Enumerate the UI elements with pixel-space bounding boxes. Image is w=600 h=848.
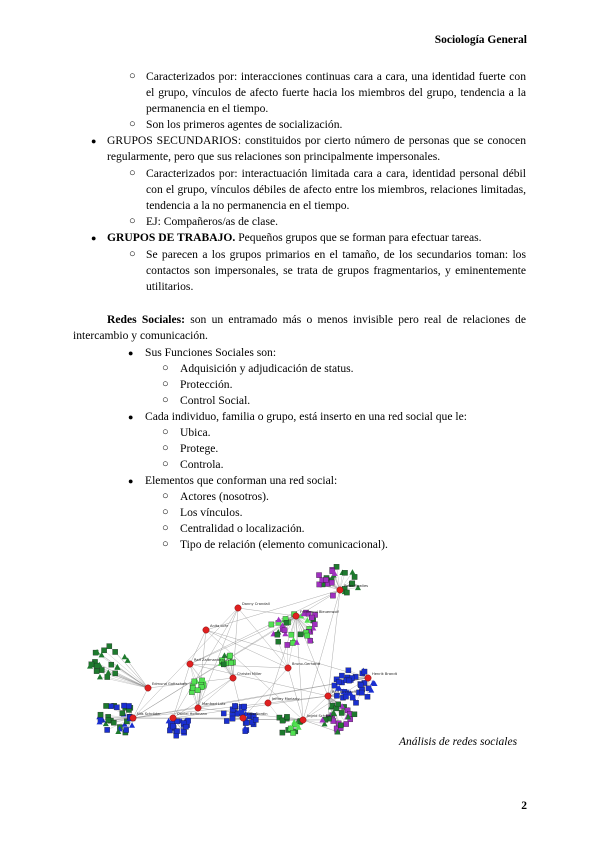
network-hub-node bbox=[170, 715, 176, 721]
network-node-square bbox=[244, 720, 249, 725]
network-node-square bbox=[289, 632, 294, 637]
page-number: 2 bbox=[521, 800, 527, 812]
network-node-label: Ralf Kirchhoff bbox=[332, 690, 356, 694]
secundarios-sub2: EJ: Compañeros/as de clase. bbox=[146, 215, 279, 228]
network-node-square bbox=[343, 694, 348, 699]
network-node-square bbox=[228, 660, 233, 665]
network-hub-node bbox=[230, 675, 236, 681]
network-node-square bbox=[276, 639, 281, 644]
individuo-item: Controla. bbox=[180, 458, 224, 471]
trabajo-text: Pequeños grupos que se forman para efectuar tareas. bbox=[235, 231, 482, 244]
circle-bullet-icon: ○ bbox=[129, 118, 136, 130]
network-edge bbox=[198, 630, 206, 708]
network-node-square bbox=[108, 704, 113, 709]
network-node-square bbox=[107, 644, 112, 649]
network-node-square bbox=[195, 688, 200, 693]
trabajo-label: GRUPOS DE TRABAJO. bbox=[107, 231, 236, 244]
filled-bullet-icon: ● bbox=[128, 476, 134, 486]
network-node-square bbox=[227, 653, 232, 658]
network-node-label: Danny Crandall bbox=[242, 602, 270, 606]
network-hub-node bbox=[187, 661, 193, 667]
individuo-item: Protege. bbox=[180, 442, 219, 455]
filled-bullet-icon: ● bbox=[91, 233, 97, 243]
network-node-square bbox=[346, 668, 351, 673]
circle-bullet-icon: ○ bbox=[162, 378, 169, 390]
network-node-square bbox=[336, 679, 341, 684]
network-node-square bbox=[174, 729, 179, 734]
network-node-square bbox=[339, 673, 344, 678]
network-hub-node bbox=[293, 613, 299, 619]
filled-bullet-icon: ● bbox=[128, 412, 134, 422]
network-node-square bbox=[359, 690, 364, 695]
individuo-item: Ubica. bbox=[180, 426, 211, 439]
elementos-item: Centralidad o localización. bbox=[180, 522, 305, 535]
network-node-square bbox=[282, 628, 287, 633]
network-node-square bbox=[192, 679, 197, 684]
network-hub-node bbox=[265, 700, 271, 706]
elementos-item: Los vínculos. bbox=[180, 506, 243, 519]
network-hub-node bbox=[325, 693, 331, 699]
network-node-square bbox=[344, 590, 349, 595]
network-node-label: Henrik Brandt bbox=[372, 672, 398, 676]
network-hub-node bbox=[130, 715, 136, 721]
elementos-item: Tipo de relación (elemento comunicacional). bbox=[180, 538, 388, 551]
network-edge bbox=[238, 608, 296, 616]
funciones-item: Control Social. bbox=[180, 394, 251, 407]
trabajo-main bbox=[107, 230, 526, 246]
network-node-square bbox=[323, 577, 328, 582]
network-node-square bbox=[232, 703, 237, 708]
network-node-square bbox=[365, 694, 370, 699]
circle-bullet-icon: ○ bbox=[129, 248, 136, 260]
network-node-square bbox=[285, 642, 290, 647]
network-node-square bbox=[126, 703, 131, 708]
network-node-square bbox=[336, 702, 341, 707]
network-node-square bbox=[230, 716, 235, 721]
network-hub-node bbox=[285, 665, 291, 671]
network-node-square bbox=[275, 632, 280, 637]
network-node-label: Nils Schröder bbox=[137, 712, 161, 716]
network-hub-node bbox=[195, 705, 201, 711]
network-hub-node bbox=[240, 715, 246, 721]
network-node-square bbox=[290, 730, 295, 735]
figure-caption: Análisis de redes sociales bbox=[399, 736, 518, 748]
network-node-square bbox=[99, 667, 104, 672]
network-node-label: Christel Miller bbox=[237, 672, 262, 676]
network-node-label: Bruno-Gerhardt bbox=[292, 662, 321, 666]
circle-bullet-icon: ○ bbox=[129, 70, 136, 82]
network-node-square bbox=[101, 648, 106, 653]
network-node-square bbox=[120, 711, 125, 716]
network-node-square bbox=[362, 669, 367, 674]
network-node-label: Ralf Zaltmanden bbox=[194, 658, 224, 662]
network-hub-node bbox=[365, 675, 371, 681]
primarios-sub1: Caracterizados por: interacciones continuas cara a cara, una identidad fuerte con el grupo, vínculos de afecto fuerte hacia los miembros del grupo, tendencia a la permanencia en el tiempo. bbox=[146, 70, 526, 115]
network-node-label: Peter Rowlies bbox=[344, 584, 369, 588]
network-edge bbox=[287, 645, 288, 668]
circle-bullet-icon: ○ bbox=[129, 167, 136, 179]
circle-bullet-icon: ○ bbox=[162, 394, 169, 406]
network-node-label: Lars Nordin bbox=[247, 712, 268, 716]
network-node-square bbox=[284, 620, 289, 625]
network-node-square bbox=[190, 686, 195, 691]
funciones-item: Protección. bbox=[180, 378, 233, 391]
network-hub-node bbox=[235, 605, 241, 611]
network-node-square bbox=[316, 573, 321, 578]
network-node-square bbox=[106, 717, 111, 722]
network-node-square bbox=[94, 668, 99, 673]
network-node-square bbox=[305, 633, 310, 638]
filled-bullet-icon: ● bbox=[128, 348, 134, 358]
network-node-square bbox=[183, 724, 188, 729]
elementos-title: Elementos que conforman una red social: bbox=[145, 474, 338, 487]
circle-bullet-icon: ○ bbox=[162, 362, 169, 374]
network-node-square bbox=[113, 649, 118, 654]
network-node-square bbox=[353, 700, 358, 705]
network-node-label: Ferdinand Bleuenwolf bbox=[300, 610, 339, 614]
network-node-label: Jeffrey Moriarty bbox=[272, 697, 300, 701]
network-node-square bbox=[105, 674, 110, 679]
network-hub-node bbox=[337, 587, 343, 593]
network-node-square bbox=[280, 730, 285, 735]
network-node-square bbox=[269, 622, 274, 627]
redes-text: son un entramado más o menos invisible pero real de relaciones de intercambio y comunicación. bbox=[73, 313, 527, 342]
network-node-square bbox=[352, 574, 357, 579]
network-node-square bbox=[170, 724, 175, 729]
network-node-square bbox=[308, 638, 313, 643]
network-node-square bbox=[330, 593, 335, 598]
network-edge bbox=[288, 668, 303, 720]
circle-bullet-icon: ○ bbox=[162, 538, 169, 550]
circle-bullet-icon: ○ bbox=[162, 490, 169, 502]
network-node-label: Edmund Gottschalk bbox=[152, 682, 188, 686]
network-node-triangle bbox=[122, 654, 128, 660]
network-node-square bbox=[98, 712, 103, 717]
network-node-square bbox=[242, 704, 247, 709]
network-edge bbox=[107, 677, 148, 688]
elementos-item: Actores (nosotros). bbox=[180, 490, 269, 503]
network-node-square bbox=[342, 570, 347, 575]
circle-bullet-icon: ○ bbox=[162, 522, 169, 534]
network-node-square bbox=[329, 580, 334, 585]
network-node-square bbox=[103, 703, 108, 708]
trabajo-sub1: Se parecen a los grupos primarios en el tamaño, de los secundarios toman: los contactos son impersonales, se trata de grupos fragmentarios, y eminentemente utilitarios. bbox=[146, 248, 526, 293]
network-node-square bbox=[253, 717, 258, 722]
network-node-label: Daniel Hoffmann bbox=[177, 712, 208, 716]
secundarios-main: GRUPOS SECUNDARIOS: constituidos por cierto número de personas que se conocen regularmente, pero que sus relaciones son principalmente impersonales. bbox=[107, 134, 526, 163]
network-node-label: Anita Lohr bbox=[210, 624, 229, 628]
network-node-square bbox=[111, 720, 116, 725]
network-node-square bbox=[221, 711, 226, 716]
network-node-triangle bbox=[349, 569, 355, 575]
network-hub-node bbox=[203, 627, 209, 633]
network-node-square bbox=[105, 727, 110, 732]
network-node-square bbox=[284, 714, 289, 719]
network-edge bbox=[104, 650, 148, 688]
network-node-square bbox=[347, 678, 352, 683]
redes-label: Redes Sociales: bbox=[107, 313, 186, 326]
primarios-sub2: Son los primeros agentes de socialización. bbox=[146, 118, 343, 131]
network-node-square bbox=[221, 662, 226, 667]
network-node-square bbox=[358, 683, 363, 688]
network-node-square bbox=[309, 615, 314, 620]
network-node-square bbox=[298, 632, 303, 637]
network-node-square bbox=[344, 721, 349, 726]
funciones-title: Sus Funciones Sociales son: bbox=[145, 346, 277, 359]
secundarios-sub1: Caracterizados por: interactuación limitada cara a cara, identidad personal débil con el grupo, vínculos débiles de afecto entre los miembros, relaciones limitadas, tendencia a la no permanencia en el tiempo. bbox=[146, 167, 526, 212]
circle-bullet-icon: ○ bbox=[162, 442, 169, 454]
page-header: Sociología General bbox=[434, 34, 527, 46]
network-node-square bbox=[338, 723, 343, 728]
network-edge bbox=[190, 664, 328, 696]
network-edge bbox=[238, 608, 288, 668]
network-node-square bbox=[109, 662, 114, 667]
network-edge bbox=[296, 616, 303, 720]
network-node-square bbox=[339, 710, 344, 715]
network-node-square bbox=[114, 705, 119, 710]
funciones-item: Adquisición y adjudicación de status. bbox=[180, 362, 354, 375]
network-node-label: Ingrid Schwarz bbox=[307, 714, 334, 718]
circle-bullet-icon: ○ bbox=[162, 426, 169, 438]
redes-paragraph bbox=[73, 312, 526, 344]
filled-bullet-icon: ● bbox=[91, 136, 97, 146]
individuo-title: Cada individuo, familia o grupo, está inserto en una red social que le: bbox=[145, 410, 467, 423]
circle-bullet-icon: ○ bbox=[129, 215, 136, 227]
network-node-square bbox=[113, 671, 118, 676]
network-node-triangle bbox=[97, 674, 103, 680]
network-node-square bbox=[352, 712, 357, 717]
circle-bullet-icon: ○ bbox=[162, 458, 169, 470]
network-node-square bbox=[121, 703, 126, 708]
network-hub-node bbox=[145, 685, 151, 691]
network-node-square bbox=[224, 718, 229, 723]
circle-bullet-icon: ○ bbox=[162, 506, 169, 518]
social-network-graph bbox=[78, 568, 398, 738]
network-node-label: Manfred Lutz bbox=[202, 702, 226, 706]
network-clusters bbox=[87, 564, 378, 738]
network-node-square bbox=[124, 727, 129, 732]
network-hub-node bbox=[300, 717, 306, 723]
